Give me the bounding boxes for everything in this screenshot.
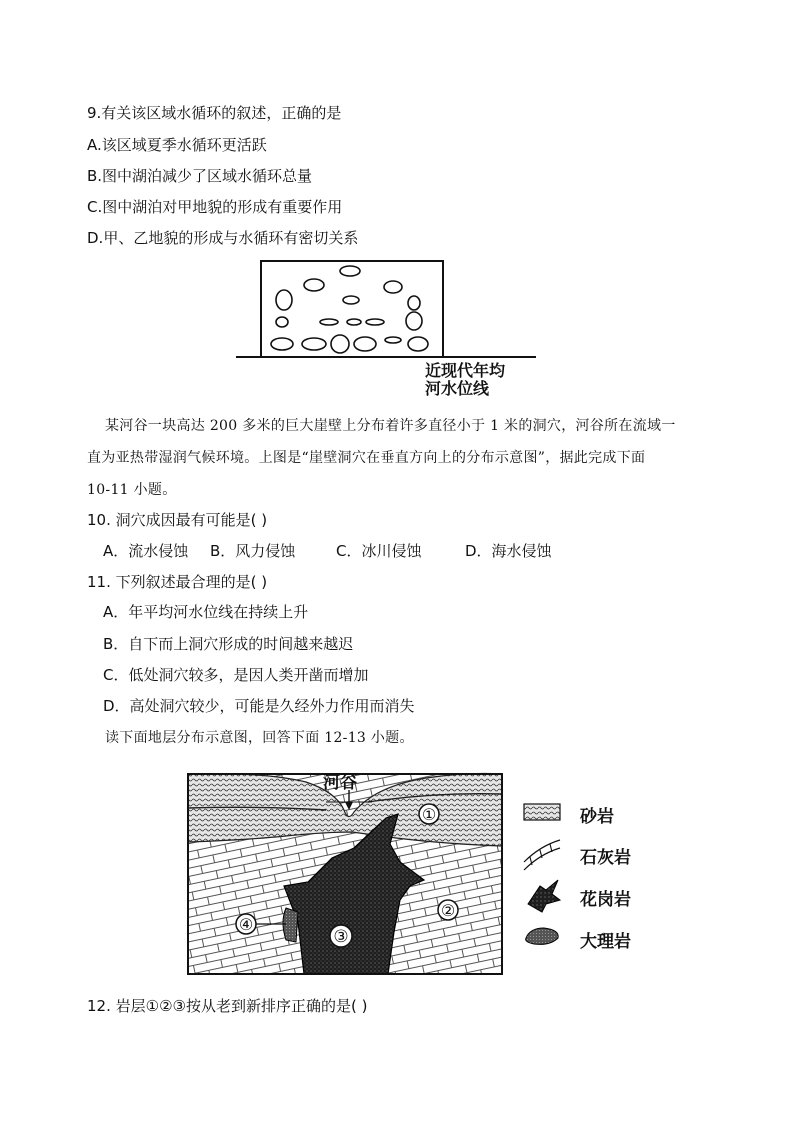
q9-stem: 9.有关该区域水循环的叙述，正确的是	[87, 104, 342, 122]
marker-2: ②	[440, 901, 456, 920]
passage-line-3: 10-11 小题。	[87, 482, 177, 498]
legend-swatches	[520, 800, 570, 950]
q10-option-d: D．海水侵蚀	[465, 542, 552, 560]
intro-12-13: 读下面地层分布示意图，回答下面 12-13 小题。	[105, 730, 414, 746]
q9-option-a: A.该区域夏季水循环更活跃	[87, 136, 267, 154]
legend-marble: 大理岩	[580, 932, 631, 952]
legend-sandstone: 砂岩	[580, 807, 614, 827]
q11-stem: 11. 下列叙述最合理的是( )	[87, 573, 268, 591]
marker-4: ④	[238, 915, 254, 934]
limestone-swatch-icon	[524, 840, 560, 870]
strata-figure	[186, 762, 646, 978]
q11-option-a: A．年平均河水位线在持续上升	[103, 603, 309, 621]
granite-swatch-icon	[528, 880, 560, 912]
q12-stem: 12. 岩层①②③按从老到新排序正确的是( )	[87, 997, 368, 1015]
water-level-label-line2: 河水位线	[425, 379, 490, 398]
legend-limestone: 石灰岩	[580, 848, 631, 868]
q10-option-b: B．风力侵蚀	[210, 542, 296, 560]
passage-line-1: 某河谷一块高达 200 多米的巨大崖壁上分布着许多直径小于 1 米的洞穴，河谷所在流域一	[105, 418, 676, 434]
marker-3: ③	[333, 927, 349, 947]
q11-option-d: D．高处洞穴较少，可能是久经外力作用而消失	[103, 697, 415, 715]
q9-option-c: C.图中湖泊对甲地貌的形成有重要作用	[87, 198, 343, 216]
cliff-cave-figure	[236, 258, 536, 362]
sandstone-swatch-icon	[524, 804, 560, 820]
marker-1: ①	[421, 805, 437, 824]
water-level-label-line1: 近现代年均	[425, 361, 506, 380]
q9-option-b: B.图中湖泊减少了区域水循环总量	[87, 167, 313, 185]
q10-option-a: A．流水侵蚀	[103, 542, 189, 560]
q9-option-d: D.甲、乙地貌的形成与水循环有密切关系	[87, 229, 359, 247]
legend-granite: 花岗岩	[580, 890, 631, 910]
q11-option-b: B．自下而上洞穴形成的时间越来越迟	[103, 635, 354, 653]
q10-stem: 10. 洞穴成因最有可能是( )	[87, 511, 268, 529]
q10-option-c: C．冰川侵蚀	[336, 542, 422, 560]
passage-line-2: 直为亚热带湿润气候环境。上图是“崖壁洞穴在垂直方向上的分布示意图”，据此完成下面	[87, 450, 646, 466]
marble-swatch-icon	[526, 928, 559, 944]
q11-option-c: C．低处洞穴较多，是因人类开凿而增加	[103, 666, 369, 684]
river-valley-label: 河谷	[323, 773, 357, 793]
